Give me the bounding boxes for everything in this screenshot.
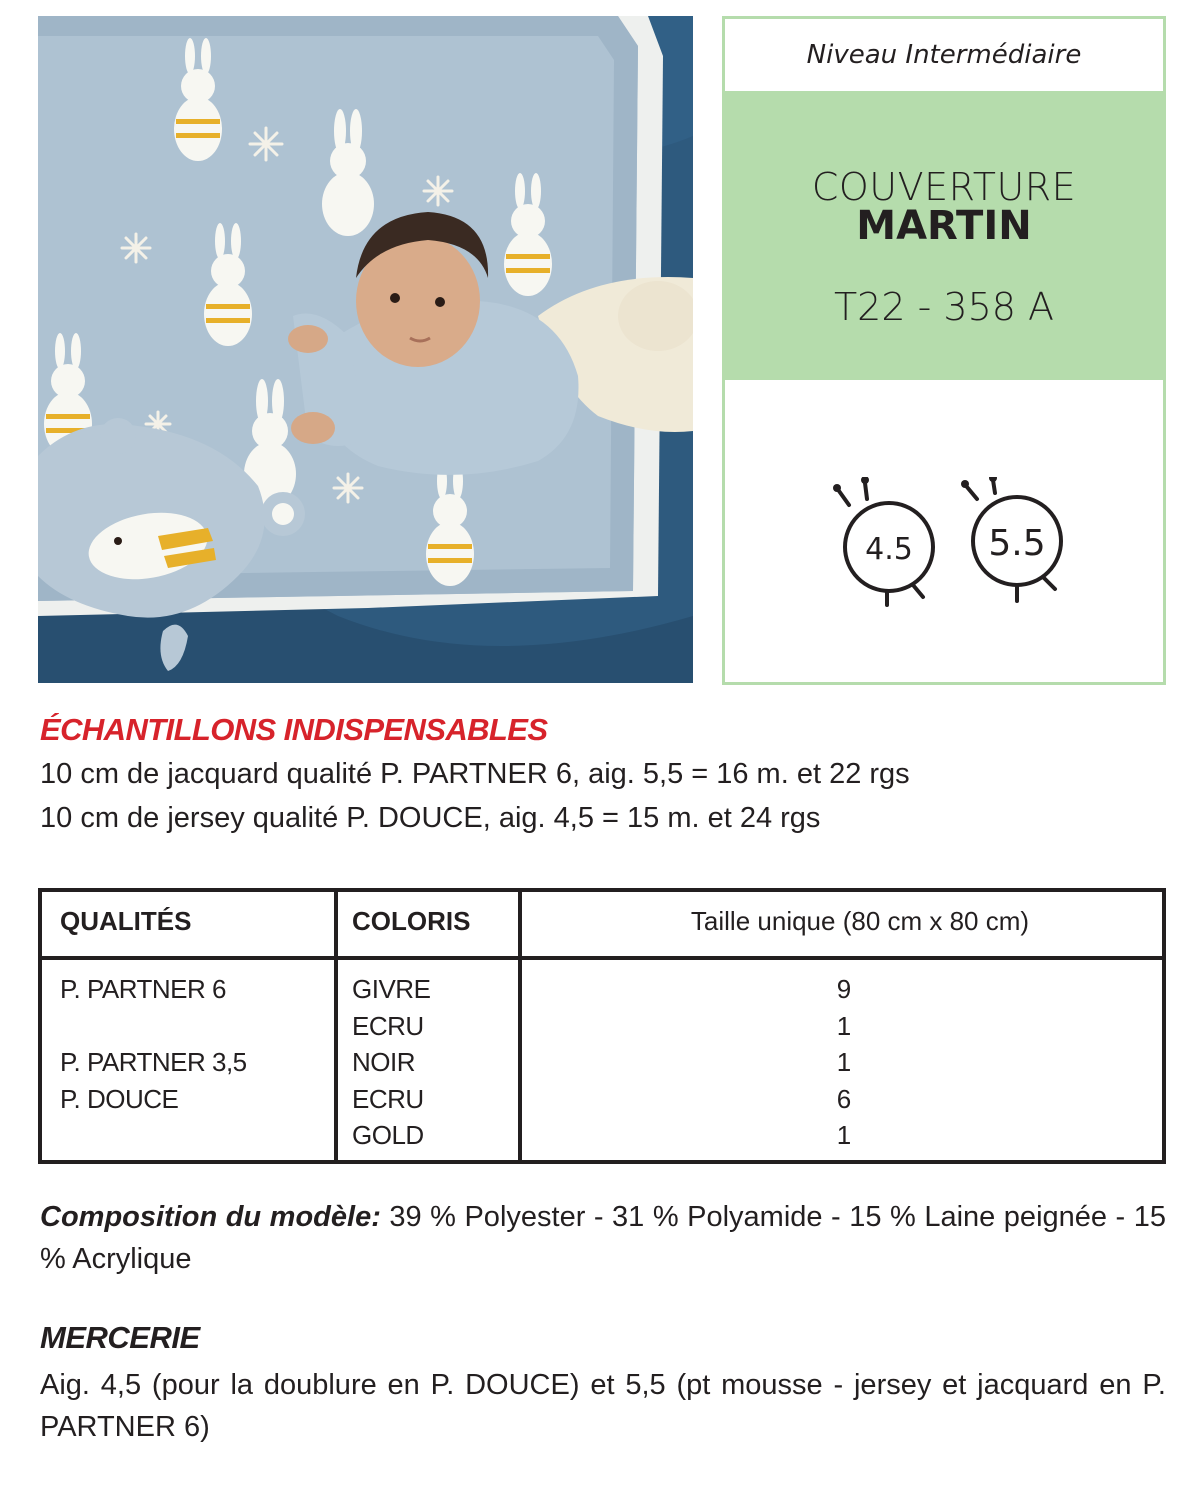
needle-size-1: 4.5 — [865, 532, 913, 567]
sample-line-1: 10 cm de jacquard qualité P. PARTNER 6, aig. 5,5 = 16 m. et 22 rgs — [40, 758, 910, 790]
mercerie-heading: MERCERIE — [40, 1320, 200, 1355]
table-cell-quality: P. DOUCE — [60, 1084, 179, 1114]
table-cell-quality: P. PARTNER 6 — [60, 974, 226, 1004]
header-colors: COLORIS — [352, 906, 471, 936]
difficulty-level: Niveau Intermédiaire — [806, 40, 1082, 70]
needle-size-icons — [829, 477, 1069, 607]
pattern-title-line1: COUVERTURE — [811, 165, 1077, 209]
table-divider — [42, 956, 1162, 960]
table-cell-qty: 1 — [836, 1047, 852, 1077]
pattern-info-box — [722, 16, 1166, 685]
table-cell-qty: 1 — [836, 1120, 852, 1150]
table-cell-color: ECRU — [352, 1084, 424, 1114]
table-cell-color: GIVRE — [352, 974, 431, 1004]
title-band — [725, 91, 1163, 380]
needle-size-2: 5.5 — [988, 523, 1046, 564]
table-cell-quality: P. PARTNER 3,5 — [60, 1047, 247, 1077]
table-cell-color: GOLD — [352, 1120, 424, 1150]
mercerie-text: Aig. 4,5 (pour la doublure en P. DOUCE) et 5,5 (pt mousse - jersey et jacquard en P. PARTNER 6) — [40, 1369, 1166, 1443]
composition-paragraph — [40, 1196, 1166, 1280]
table-divider — [334, 892, 338, 1160]
quantities-table — [38, 888, 1166, 1164]
composition-label: Composition du modèle: — [40, 1201, 381, 1233]
table-cell-color: ECRU — [352, 1011, 424, 1041]
header-qualities: QUALITÉS — [60, 906, 192, 936]
pattern-reference: T22 - 358 A — [833, 285, 1055, 329]
samples-heading: ÉCHANTILLONS INDISPENSABLES — [40, 712, 548, 747]
table-cell-qty: 6 — [836, 1084, 852, 1114]
table-cell-qty: 9 — [836, 974, 852, 1004]
product-photo — [38, 16, 693, 683]
table-cell-qty: 1 — [836, 1011, 852, 1041]
sample-line-2: 10 cm de jersey qualité P. DOUCE, aig. 4,5 = 15 m. et 24 rgs — [40, 802, 821, 834]
pattern-title-line2: MARTIN — [856, 203, 1032, 249]
header-size: Taille unique (80 cm x 80 cm) — [690, 906, 1030, 936]
composition-text: 39 % Polyester - 31 % Polyamide - 15 % Laine peignée - 15 % Acrylique — [40, 1201, 1166, 1275]
table-cell-color: NOIR — [352, 1047, 415, 1077]
